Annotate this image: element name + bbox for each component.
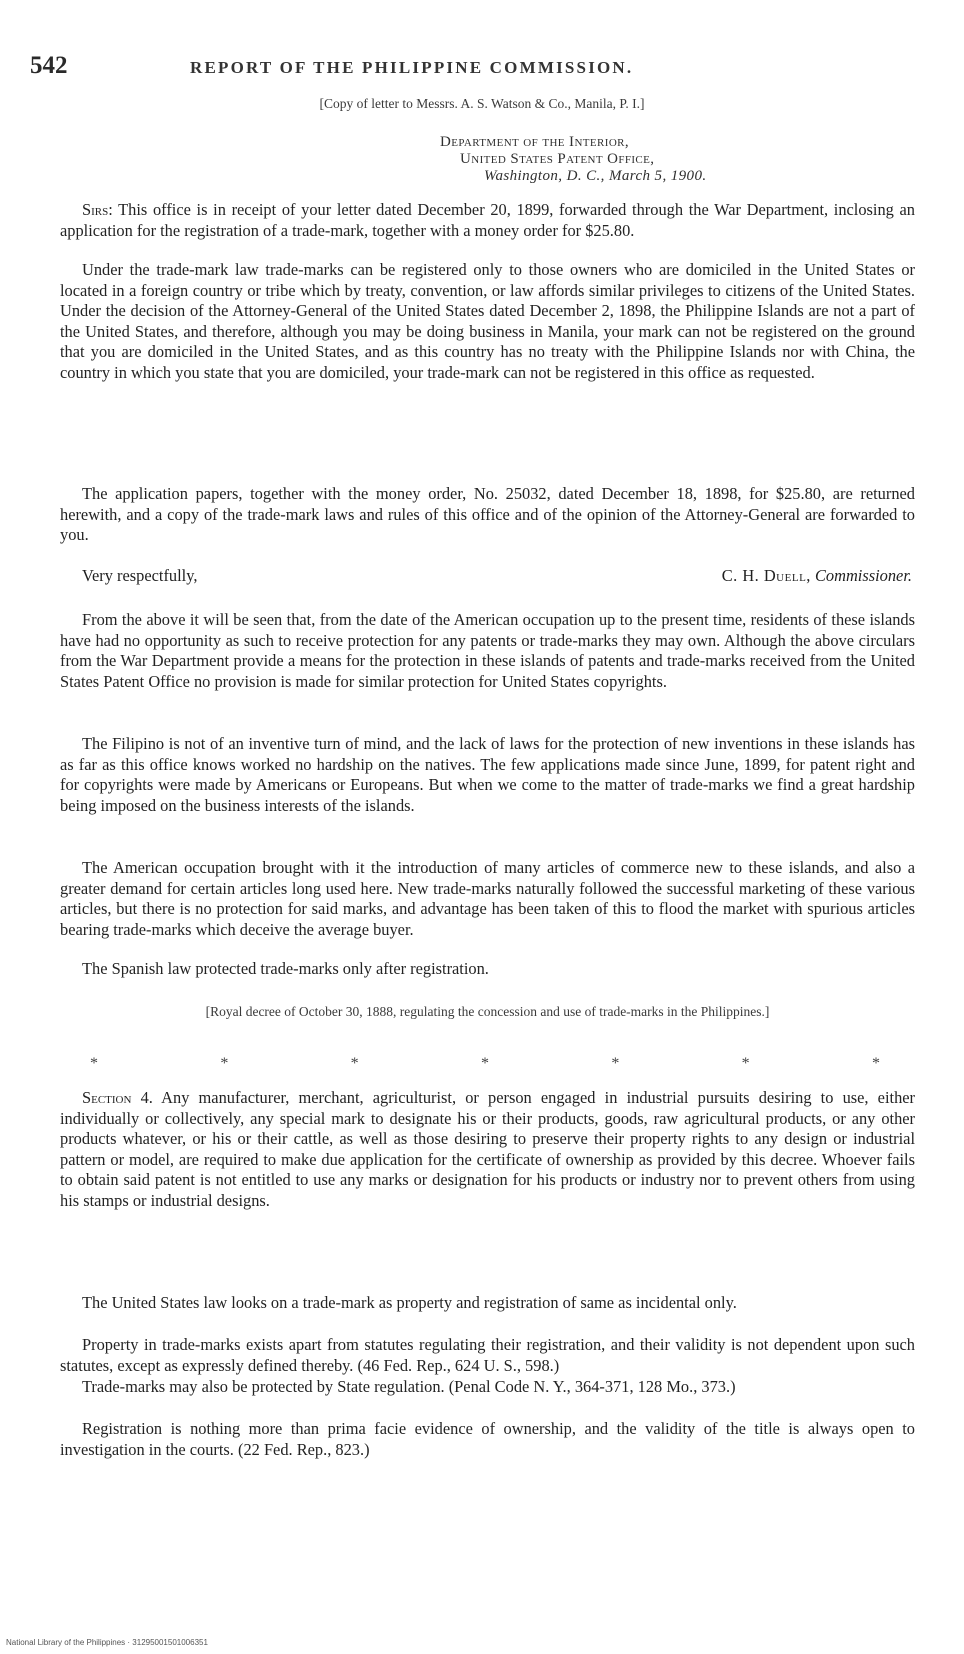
address-line-1: Department of the Interior, bbox=[440, 134, 630, 150]
closing: Very respectfully, bbox=[82, 566, 198, 585]
decree-caption: [Royal decree of October 30, 1888, regulating the concession and use of trade-marks in the Philippines.] bbox=[205, 1004, 770, 1019]
address-line-2: United States Patent Office, bbox=[460, 151, 655, 167]
letter-paragraph-1-text: This office is in receipt of your letter dated December 20, 1899, forwarded through the War Department, inclosing an application for the registration of a trade-mark, together with a money order for $25.80. bbox=[60, 200, 915, 240]
body-paragraph-american: The American occupation brought with it the introduction of many articles of commerce new to these islands, and also a greater demand for certain articles long used here. New trade-marks naturally followed the successful marketing of these various articles, but there is no protection for said marks, and advantage has been taken of this to flood the market with spurious articles bearing trade-marks which deceive the average buyer. bbox=[60, 858, 915, 939]
closing-paragraph-state: Trade-marks may also be protected by State regulation. (Penal Code N. Y., 364-371, 128 Mo., 373.) bbox=[82, 1377, 736, 1396]
letter-address bbox=[440, 134, 910, 185]
letter-paragraph-2: Under the trade-mark law trade-marks can be registered only to those owners who are domiciled in the United States or located in a foreign country or tribe which by treaty, convention, or law affords similar privileges to citizens of the United States. Under the decision of the Attorney-General of the United States dated December 2, 1898, the Philippine Islands are not a part of the United States, and therefore, although you may be doing business in Manila, your mark can not be registered on the ground that you are domiciled in the United States, and as this country has no treaty with the Philippine Islands nor with China, the country in which you state that you are domiciled, your trade-mark can not be registered in this office as requested. bbox=[60, 260, 915, 382]
scan-footer-note: National Library of the Philippines · 31295001501006351 bbox=[6, 1638, 208, 1647]
closing-paragraph-us-law: The United States law looks on a trade-mark as property and registration of same as incidental only. bbox=[82, 1293, 737, 1312]
body-paragraph-from: From the above it will be seen that, from the date of the American occupation up to the present time, residents of these islands have had no opportunity as such to receive protection for any patents or trade-marks they may own. Although the above circulars from the War Department provide a means for the protection in these islands of patents and trade-marks received from the United States Patent Office no provision is made for similar protection for United States copyrights. bbox=[60, 610, 915, 691]
copy-caption: [Copy of letter to Messrs. A. S. Watson & Co., Manila, P. I.] bbox=[319, 96, 645, 111]
star-separator: * bbox=[871, 1055, 880, 1072]
body-paragraph-spanish: The Spanish law protected trade-marks only after registration. bbox=[82, 959, 489, 978]
closing-paragraph-property: Property in trade-marks exists apart from statutes regulating their registration, and their validity is not dependent upon such statutes, except as expressly defined thereby. (46 Fed. Rep., 624 U. S., 598.) bbox=[60, 1335, 915, 1375]
address-line-3: Washington, D. C., March 5, 1900. bbox=[484, 168, 707, 184]
star-separator: * bbox=[480, 1055, 489, 1072]
signer-title: Commissioner. bbox=[815, 566, 912, 585]
star-separator: * bbox=[90, 1055, 98, 1072]
letter-paragraph-3: The application papers, together with the money order, No. 25032, dated December 18, 1898, for $25.80, are returned herewith, and a copy of the trade-mark laws and rules of this office and of the opinion of the Attorney-General are forwarded to you. bbox=[60, 484, 915, 545]
ellipsis-stars bbox=[90, 1055, 880, 1073]
star-separator: * bbox=[350, 1055, 359, 1072]
body-paragraph-filipino: The Filipino is not of an inventive turn of mind, and the lack of laws for the protection of new inventions in these islands has as far as this office knows worked no hardship on the natives. The few applications made since June, 1899, for patent right and for copyrights were made by Americans or Europeans. But when we come to the matter of trade-marks we find a great hardship being imposed on the business interests of the islands. bbox=[60, 734, 915, 815]
letter-paragraph-sirs bbox=[60, 200, 915, 241]
running-title: REPORT OF THE PHILIPPINE COMMISSION. bbox=[190, 58, 634, 77]
star-separator: * bbox=[611, 1055, 620, 1072]
page-number: 542 bbox=[30, 52, 68, 79]
salutation: Sirs: bbox=[82, 200, 113, 219]
letter-signoff bbox=[82, 566, 912, 586]
star-separator: * bbox=[741, 1055, 750, 1072]
section-lead: Section 4. bbox=[82, 1088, 153, 1107]
closing-paragraph-registration: Registration is nothing more than prima facie evidence of ownership, and the validity of the title is always open to investigation in the courts. (22 Fed. Rep., 823.) bbox=[60, 1419, 915, 1459]
star-separator: * bbox=[220, 1055, 229, 1072]
page-header bbox=[30, 52, 910, 80]
signature-block bbox=[722, 566, 912, 586]
signer-name: C. H. Duell, bbox=[721, 566, 811, 585]
section-4-paragraph bbox=[60, 1088, 915, 1212]
section-4-text: Any manufacturer, merchant, agriculturist, or person engaged in industrial pursuits desiring to use, either individually or collectively, any special mark to designate his or their products, goods, raw agricultural products, or any other products whatever, or his or their cattle, as well as those desiring to preserve their property rights to any design or industrial pattern or model, are required to make due application for the certificate of ownership as provided by this decree. Whoever fails to obtain said patent is not entitled to use any marks or designation for his products or industry nor to prevent others from using his stamps or industrial designs. bbox=[60, 1088, 915, 1210]
